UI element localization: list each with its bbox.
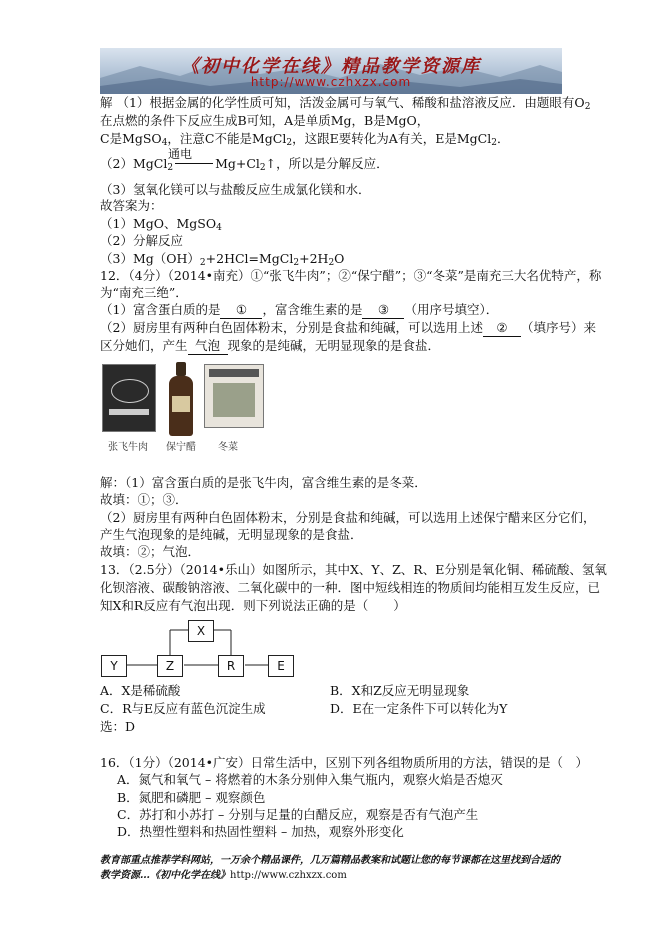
question-16-option-b: B．氮肥和磷肥 – 观察颜色 <box>117 790 266 805</box>
question-12-blank-line: （2）厨房里有两种白色固体粉末，分别是食盐和纯碱，可以选用上述 ② （填序号）来 <box>100 320 596 335</box>
beef-package-image <box>102 364 156 432</box>
equation-condition: 通电 <box>168 147 193 161</box>
answer-12-line: （2）厨房里有两种白色固体粉末，分别是食盐和纯碱，可以选用上述保宁醋来区分它们， <box>100 510 596 525</box>
answer-12-line: 解：（1）富含蛋白质的是张飞牛肉，富含维生素的是冬菜． <box>100 475 427 490</box>
specialty-products-figure <box>100 362 280 458</box>
question-16-option-d: D．热塑性塑料和热固性塑料 – 加热，观察外形变化 <box>117 824 404 839</box>
question-12-blank-line: （1）富含蛋白质的是 ① ，富含维生素的是 ③ （用序号填空）． <box>100 302 499 317</box>
question-12-text: 为“南充三绝”． <box>100 285 188 300</box>
blank-answer: ② <box>483 320 521 337</box>
vinegar-bottle-image <box>166 362 196 438</box>
reaction-arrow <box>175 163 213 164</box>
caption-vinegar: 保宁醋 <box>166 442 196 453</box>
node-r: R <box>218 655 244 677</box>
caption-beef: 张飞牛肉 <box>108 442 148 453</box>
footer-url[interactable]: http://www.czhxzx.com <box>230 870 347 881</box>
answer-line: （1）MgO、MgSO$_4$ <box>100 216 222 233</box>
blank-answer: ③ <box>362 302 404 319</box>
selected-answer: 选：D <box>100 719 136 734</box>
answer-line: 故答案为： <box>100 198 163 213</box>
question-13-text: 化钡溶液、碳酸钠溶液、二氧化碳中的一种．图中短线相连的物质间均能相互发生反应，已 <box>100 580 601 595</box>
page-footer <box>100 853 570 883</box>
blank-answer: ① <box>220 302 262 319</box>
banner-url[interactable]: http://www.czhxzx.com <box>250 75 412 89</box>
node-x: X <box>188 620 214 642</box>
node-y: Y <box>101 655 127 677</box>
answer-12-line: 故填：②；气泡． <box>100 544 201 559</box>
caption-pickle: 冬菜 <box>218 442 238 453</box>
question-16-text: 16．（1分）（2014•广安）日常生活中，区别下列各组物质所用的方法，错误的是（ ） <box>100 755 589 770</box>
answer-line: （3）氢氧化镁可以与盐酸反应生成氯化镁和水． <box>100 182 371 197</box>
blank-answer: 气泡 <box>188 338 228 355</box>
question-16-option-a: A．氮气和氧气 – 将燃着的木条分别伸入集气瓶内，观察火焰是否熄灭 <box>117 772 503 787</box>
question-13-text: 知X和R反应有气泡出现．则下列说法正确的是（ ） <box>100 598 406 613</box>
footer-line-1: 教育部重点推荐学科网站，一万余个精品课件，几万篇精品教案和试题让您的每节课都在这里找到合适的 <box>100 855 560 866</box>
answer-12-line: 产生气泡现象的是纯碱，无明显现象的是食盐． <box>100 527 363 542</box>
option-b: B．X和Z反应无明显现象 <box>330 683 470 698</box>
node-e: E <box>268 655 294 677</box>
answer-line: （2）分解反应 <box>100 233 183 248</box>
answer-line: 解 （1）根据金属的化学性质可知，活泼金属可与氧气、稀酸和盐溶液反应．由题眼有$O_2$ <box>100 95 591 112</box>
answer-line: 在点燃的条件下反应生成B可知，A是单质Mg，B是MgO， <box>100 113 430 128</box>
node-z: Z <box>157 655 183 677</box>
answer-line: C是MgSO$_4$，注意C不能是MgCl$_2$，这跟E要转化为A有关，E是MgCl$_2$． <box>100 131 510 148</box>
footer-line-2: 教学资源…《初中化学在线》http://www.czhxzx.com <box>100 870 347 881</box>
question-12-blank-line: 区分她们，产生 气泡 现象的是纯碱，无明显现象的是食盐． <box>100 338 441 353</box>
banner-title: 《初中化学在线》精品教学资源库 <box>181 56 481 77</box>
answer-line: $(3)Mg(OH)_2+2HCl=MgCl_2+2H_2O$ <box>100 251 345 268</box>
option-c: C．R与E反应有蓝色沉淀生成 <box>100 701 266 716</box>
question-16-option-c: C．苏打和小苏打 – 分别与足量的白醋反应，观察是否有气泡产生 <box>117 807 479 822</box>
option-a: A．X是稀硫酸 <box>100 683 181 698</box>
option-d: D．E在一定条件下可以转化为Y <box>330 701 508 716</box>
answer-12-line: 故填：①；③． <box>100 492 188 507</box>
equation-line: （2）MgCl$_2$ $Mg+Cl_2↑$，所以是分解反应． <box>100 156 389 173</box>
question-13-text: 13．（2.5分）（2014•乐山）如图所示，其中X、Y、Z、R、E分别是氧化铜、稀硫酸、氢氧 <box>100 562 607 577</box>
header-banner <box>100 48 562 94</box>
pickled-vegetable-package-image <box>204 364 264 428</box>
question-12-text: 12．（4分）（2014•南充）①“张飞牛肉”；②“保宁醋”；③“冬菜”是南充三大名优特产，称 <box>100 268 602 283</box>
